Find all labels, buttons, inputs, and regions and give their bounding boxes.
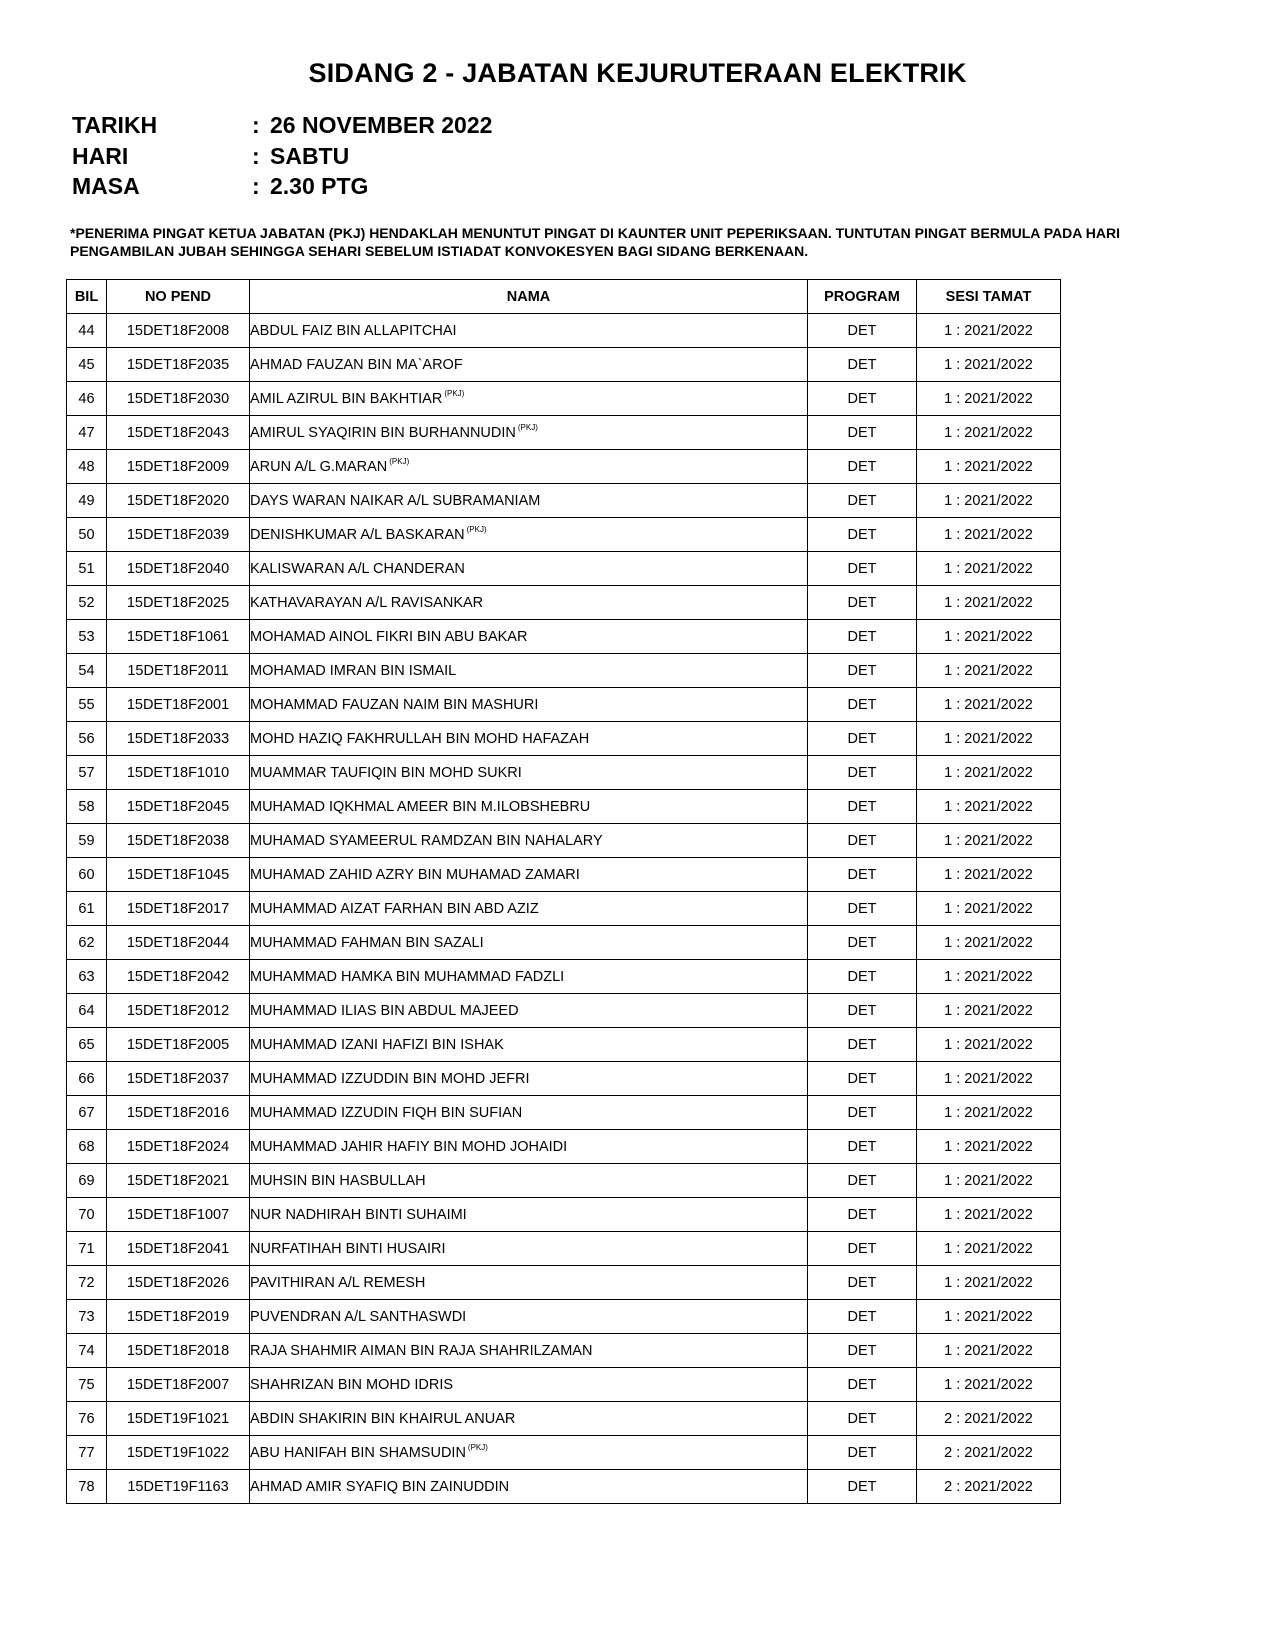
table-row <box>67 1266 1061 1300</box>
page-title: SIDANG 2 - JABATAN KEJURUTERAAN ELEKTRIK <box>308 58 967 88</box>
cell-program: DET <box>808 450 917 484</box>
cell-sesi-tamat: 1 : 2021/2022 <box>917 1028 1061 1062</box>
cell-nama <box>250 450 808 484</box>
cell-program: DET <box>808 994 917 1028</box>
cell-nama <box>250 654 808 688</box>
pkj-notice: *PENERIMA PINGAT KETUA JABATAN (PKJ) HENDAKLAH MENUNTUT PINGAT DI KAUNTER UNIT PEPERIKSAAN. TUNTUTAN PINGAT BERMULA PADA HARI PENGAMBILAN JUBAH SEHINGGA SEHARI SEBELUM ISTIADAT KONVOKESYEN BAGI SIDANG BERKENAAN. <box>70 225 1120 259</box>
cell-sesi-tamat: 1 : 2021/2022 <box>917 552 1061 586</box>
cell-bil: 65 <box>67 1028 107 1062</box>
cell-program: DET <box>808 518 917 552</box>
pkj-marker: (PKJ) <box>444 388 465 398</box>
cell-program: DET <box>808 552 917 586</box>
cell-sesi-tamat: 1 : 2021/2022 <box>917 824 1061 858</box>
student-name: MUAMMAR TAUFIQIN BIN MOHD SUKRI <box>250 764 522 781</box>
cell-program: DET <box>808 348 917 382</box>
cell-bil: 60 <box>67 858 107 892</box>
cell-nama <box>250 1436 808 1470</box>
cell-no-pend: 15DET18F2039 <box>107 518 250 552</box>
cell-bil: 76 <box>67 1402 107 1436</box>
cell-nama <box>250 1096 808 1130</box>
cell-no-pend: 15DET18F2001 <box>107 688 250 722</box>
cell-no-pend: 15DET18F2042 <box>107 960 250 994</box>
cell-nama <box>250 1402 808 1436</box>
cell-bil: 68 <box>67 1130 107 1164</box>
cell-bil: 50 <box>67 518 107 552</box>
cell-program: DET <box>808 1028 917 1062</box>
cell-program: DET <box>808 314 917 348</box>
cell-no-pend: 15DET19F1163 <box>107 1470 250 1504</box>
cell-nama <box>250 620 808 654</box>
student-name: MUHAMMAD HAMKA BIN MUHAMMAD FADZLI <box>250 968 565 985</box>
table-row <box>67 790 1061 824</box>
cell-bil: 78 <box>67 1470 107 1504</box>
cell-sesi-tamat: 1 : 2021/2022 <box>917 416 1061 450</box>
table-header-row <box>67 280 1061 314</box>
cell-bil: 54 <box>67 654 107 688</box>
cell-bil: 63 <box>67 960 107 994</box>
cell-program: DET <box>808 926 917 960</box>
cell-program: DET <box>808 960 917 994</box>
cell-sesi-tamat: 1 : 2021/2022 <box>917 484 1061 518</box>
cell-bil: 71 <box>67 1232 107 1266</box>
cell-sesi-tamat: 1 : 2021/2022 <box>917 314 1061 348</box>
table-row <box>67 654 1061 688</box>
cell-no-pend: 15DET18F2016 <box>107 1096 250 1130</box>
cell-sesi-tamat: 1 : 2021/2022 <box>917 1300 1061 1334</box>
cell-bil: 77 <box>67 1436 107 1470</box>
cell-bil: 44 <box>67 314 107 348</box>
day-row <box>72 141 492 172</box>
table-row <box>67 1096 1061 1130</box>
cell-no-pend: 15DET18F2043 <box>107 416 250 450</box>
cell-program: DET <box>808 620 917 654</box>
cell-sesi-tamat: 1 : 2021/2022 <box>917 1266 1061 1300</box>
pkj-marker: (PKJ) <box>517 422 538 432</box>
cell-no-pend: 15DET18F2018 <box>107 1334 250 1368</box>
cell-no-pend: 15DET18F2045 <box>107 790 250 824</box>
cell-program: DET <box>808 824 917 858</box>
student-name: MOHAMAD IMRAN BIN ISMAIL <box>250 662 457 679</box>
cell-sesi-tamat: 2 : 2021/2022 <box>917 1470 1061 1504</box>
cell-bil: 55 <box>67 688 107 722</box>
student-name: MOHAMMAD FAUZAN NAIM BIN MASHURI <box>250 696 539 713</box>
cell-no-pend: 15DET18F1007 <box>107 1198 250 1232</box>
cell-no-pend: 15DET18F2044 <box>107 926 250 960</box>
table-row <box>67 416 1061 450</box>
cell-sesi-tamat: 1 : 2021/2022 <box>917 1130 1061 1164</box>
cell-nama <box>250 1368 808 1402</box>
cell-program: DET <box>808 892 917 926</box>
cell-program: DET <box>808 858 917 892</box>
cell-nama <box>250 1130 808 1164</box>
student-name: KALISWARAN A/L CHANDERAN <box>250 560 465 577</box>
cell-program: DET <box>808 1402 917 1436</box>
table-row <box>67 1334 1061 1368</box>
cell-nama <box>250 552 808 586</box>
table-row <box>67 926 1061 960</box>
cell-bil: 61 <box>67 892 107 926</box>
cell-no-pend: 15DET18F2033 <box>107 722 250 756</box>
cell-no-pend: 15DET18F2024 <box>107 1130 250 1164</box>
cell-nama <box>250 926 808 960</box>
cell-program: DET <box>808 1266 917 1300</box>
student-name: NUR NADHIRAH BINTI SUHAIMI <box>250 1206 467 1223</box>
cell-nama <box>250 348 808 382</box>
cell-program: DET <box>808 688 917 722</box>
cell-sesi-tamat: 1 : 2021/2022 <box>917 858 1061 892</box>
cell-program: DET <box>808 1232 917 1266</box>
cell-nama <box>250 688 808 722</box>
cell-no-pend: 15DET18F2040 <box>107 552 250 586</box>
student-name: ABU HANIFAH BIN SHAMSUDIN <box>250 1444 466 1461</box>
student-name: MUHAMMAD JAHIR HAFIY BIN MOHD JOHAIDI <box>250 1138 568 1155</box>
cell-sesi-tamat: 1 : 2021/2022 <box>917 688 1061 722</box>
table-row <box>67 518 1061 552</box>
graduates-table <box>66 279 1061 1504</box>
cell-no-pend: 15DET18F2007 <box>107 1368 250 1402</box>
student-name: MUHAMAD IQKHMAL AMEER BIN M.ILOBSHEBRU <box>250 798 591 815</box>
student-name: ABDIN SHAKIRIN BIN KHAIRUL ANUAR <box>250 1410 516 1427</box>
cell-no-pend: 15DET18F2038 <box>107 824 250 858</box>
cell-nama <box>250 1198 808 1232</box>
cell-sesi-tamat: 1 : 2021/2022 <box>917 960 1061 994</box>
cell-no-pend: 15DET18F2037 <box>107 1062 250 1096</box>
date-colon: : <box>252 112 260 138</box>
cell-sesi-tamat: 2 : 2021/2022 <box>917 1402 1061 1436</box>
cell-no-pend: 15DET18F2011 <box>107 654 250 688</box>
table-row <box>67 722 1061 756</box>
student-name: MUHAMMAD IZANI HAFIZI BIN ISHAK <box>250 1036 504 1053</box>
cell-nama <box>250 994 808 1028</box>
cell-sesi-tamat: 1 : 2021/2022 <box>917 1096 1061 1130</box>
student-name: MUHAMMAD AIZAT FARHAN BIN ABD AZIZ <box>250 900 539 917</box>
cell-program: DET <box>808 1164 917 1198</box>
cell-no-pend: 15DET18F2019 <box>107 1300 250 1334</box>
cell-bil: 47 <box>67 416 107 450</box>
table-row <box>67 1130 1061 1164</box>
cell-nama <box>250 586 808 620</box>
cell-program: DET <box>808 1436 917 1470</box>
cell-program: DET <box>808 756 917 790</box>
cell-sesi-tamat: 1 : 2021/2022 <box>917 654 1061 688</box>
cell-no-pend: 15DET18F2041 <box>107 1232 250 1266</box>
cell-nama <box>250 960 808 994</box>
cell-sesi-tamat: 1 : 2021/2022 <box>917 620 1061 654</box>
cell-program: DET <box>808 484 917 518</box>
student-name: RAJA SHAHMIR AIMAN BIN RAJA SHAHRILZAMAN <box>250 1342 593 1359</box>
student-name: DAYS WARAN NAIKAR A/L SUBRAMANIAM <box>250 492 541 509</box>
cell-sesi-tamat: 1 : 2021/2022 <box>917 382 1061 416</box>
cell-program: DET <box>808 416 917 450</box>
cell-nama <box>250 1334 808 1368</box>
table-row <box>67 1062 1061 1096</box>
cell-program: DET <box>808 382 917 416</box>
cell-sesi-tamat: 1 : 2021/2022 <box>917 926 1061 960</box>
cell-nama <box>250 892 808 926</box>
cell-no-pend: 15DET19F1022 <box>107 1436 250 1470</box>
cell-program: DET <box>808 1300 917 1334</box>
cell-nama <box>250 416 808 450</box>
cell-no-pend: 15DET18F2021 <box>107 1164 250 1198</box>
table-row <box>67 348 1061 382</box>
cell-sesi-tamat: 1 : 2021/2022 <box>917 1198 1061 1232</box>
student-name: MUHAMMAD ILIAS BIN ABDUL MAJEED <box>250 1002 519 1019</box>
cell-no-pend: 15DET18F2030 <box>107 382 250 416</box>
cell-program: DET <box>808 1368 917 1402</box>
table-row <box>67 688 1061 722</box>
student-name: MUHAMMAD FAHMAN BIN SAZALI <box>250 934 484 951</box>
cell-sesi-tamat: 1 : 2021/2022 <box>917 756 1061 790</box>
cell-bil: 75 <box>67 1368 107 1402</box>
student-name: AMIL AZIRUL BIN BAKHTIAR <box>250 390 443 407</box>
cell-bil: 53 <box>67 620 107 654</box>
student-name: MUHAMMAD IZZUDIN FIQH BIN SUFIAN <box>250 1104 523 1121</box>
day-value: SABTU <box>270 142 350 169</box>
cell-bil: 66 <box>67 1062 107 1096</box>
table-row <box>67 586 1061 620</box>
student-name: SHAHRIZAN BIN MOHD IDRIS <box>250 1376 454 1393</box>
time-value: 2.30 PTG <box>270 173 369 199</box>
cell-nama <box>250 1266 808 1300</box>
cell-sesi-tamat: 1 : 2021/2022 <box>917 1368 1061 1402</box>
table-row <box>67 1470 1061 1504</box>
column-header-nama: NAMA <box>250 280 808 314</box>
cell-sesi-tamat: 1 : 2021/2022 <box>917 450 1061 484</box>
cell-bil: 46 <box>67 382 107 416</box>
cell-sesi-tamat: 1 : 2021/2022 <box>917 790 1061 824</box>
cell-bil: 59 <box>67 824 107 858</box>
student-name: MUHAMMAD IZZUDDIN BIN MOHD JEFRI <box>250 1070 530 1087</box>
cell-program: DET <box>808 654 917 688</box>
cell-nama <box>250 1470 808 1504</box>
cell-program: DET <box>808 1062 917 1096</box>
cell-bil: 49 <box>67 484 107 518</box>
cell-no-pend: 15DET18F2026 <box>107 1266 250 1300</box>
student-name: AHMAD AMIR SYAFIQ BIN ZAINUDDIN <box>250 1478 510 1495</box>
student-name: AMIRUL SYAQIRIN BIN BURHANNUDIN <box>250 424 516 441</box>
student-name: PAVITHIRAN A/L REMESH <box>250 1274 426 1291</box>
cell-nama <box>250 314 808 348</box>
cell-sesi-tamat: 1 : 2021/2022 <box>917 1164 1061 1198</box>
cell-program: DET <box>808 1198 917 1232</box>
table-body <box>67 314 1061 1504</box>
table-row <box>67 892 1061 926</box>
cell-nama <box>250 518 808 552</box>
cell-no-pend: 15DET19F1021 <box>107 1402 250 1436</box>
cell-program: DET <box>808 1096 917 1130</box>
cell-bil: 56 <box>67 722 107 756</box>
table-row <box>67 960 1061 994</box>
table-row <box>67 1198 1061 1232</box>
cell-nama <box>250 1300 808 1334</box>
cell-bil: 45 <box>67 348 107 382</box>
date-value: 26 NOVEMBER 2022 <box>270 112 493 138</box>
student-name: MUHSIN BIN HASBULLAH <box>250 1172 426 1189</box>
table-row <box>67 484 1061 518</box>
cell-nama <box>250 484 808 518</box>
table-row <box>67 620 1061 654</box>
cell-bil: 48 <box>67 450 107 484</box>
student-name: MOHD HAZIQ FAKHRULLAH BIN MOHD HAFAZAH <box>250 730 590 747</box>
cell-program: DET <box>808 1334 917 1368</box>
cell-bil: 51 <box>67 552 107 586</box>
student-name: DENISHKUMAR A/L BASKARAN <box>250 526 465 543</box>
cell-no-pend: 15DET18F2017 <box>107 892 250 926</box>
time-colon: : <box>252 173 260 199</box>
table-row <box>67 1300 1061 1334</box>
cell-program: DET <box>808 586 917 620</box>
cell-bil: 52 <box>67 586 107 620</box>
pkj-marker: (PKJ) <box>466 524 487 534</box>
cell-bil: 64 <box>67 994 107 1028</box>
cell-no-pend: 15DET18F2020 <box>107 484 250 518</box>
cell-sesi-tamat: 1 : 2021/2022 <box>917 994 1061 1028</box>
student-name: ARUN A/L G.MARAN <box>250 458 388 475</box>
day-colon: : <box>252 142 260 169</box>
cell-program: DET <box>808 722 917 756</box>
cell-nama <box>250 756 808 790</box>
cell-sesi-tamat: 1 : 2021/2022 <box>917 722 1061 756</box>
date-label: TARIKH <box>72 112 158 138</box>
cell-nama <box>250 722 808 756</box>
cell-bil: 67 <box>67 1096 107 1130</box>
student-name: AHMAD FAUZAN BIN MA`AROF <box>250 356 463 373</box>
table-row <box>67 1368 1061 1402</box>
cell-bil: 74 <box>67 1334 107 1368</box>
cell-nama <box>250 1028 808 1062</box>
table-row <box>67 314 1061 348</box>
table-row <box>67 450 1061 484</box>
table-row <box>67 994 1061 1028</box>
cell-bil: 69 <box>67 1164 107 1198</box>
cell-sesi-tamat: 1 : 2021/2022 <box>917 586 1061 620</box>
cell-sesi-tamat: 2 : 2021/2022 <box>917 1436 1061 1470</box>
table-row <box>67 382 1061 416</box>
cell-nama <box>250 1232 808 1266</box>
student-name: MUHAMAD SYAMEERUL RAMDZAN BIN NAHALARY <box>250 832 603 849</box>
cell-nama <box>250 1062 808 1096</box>
cell-nama <box>250 824 808 858</box>
table-row <box>67 1436 1061 1470</box>
time-row <box>72 171 492 202</box>
pkj-marker: (PKJ) <box>467 1442 488 1452</box>
table-row <box>67 1164 1061 1198</box>
cell-sesi-tamat: 1 : 2021/2022 <box>917 892 1061 926</box>
cell-bil: 70 <box>67 1198 107 1232</box>
cell-sesi-tamat: 1 : 2021/2022 <box>917 518 1061 552</box>
table-row <box>67 756 1061 790</box>
cell-no-pend: 15DET18F2012 <box>107 994 250 1028</box>
cell-no-pend: 15DET18F2008 <box>107 314 250 348</box>
cell-bil: 57 <box>67 756 107 790</box>
session-details <box>72 110 492 202</box>
cell-no-pend: 15DET18F1045 <box>107 858 250 892</box>
cell-no-pend: 15DET18F2025 <box>107 586 250 620</box>
student-name: KATHAVARAYAN A/L RAVISANKAR <box>250 594 484 611</box>
cell-nama <box>250 382 808 416</box>
student-name: MOHAMAD AINOL FIKRI BIN ABU BAKAR <box>250 628 528 645</box>
student-name: PUVENDRAN A/L SANTHASWDI <box>250 1308 467 1325</box>
table-row <box>67 1232 1061 1266</box>
cell-bil: 62 <box>67 926 107 960</box>
cell-program: DET <box>808 1130 917 1164</box>
table-row <box>67 552 1061 586</box>
column-header-sesi-tamat: SESI TAMAT <box>917 280 1061 314</box>
cell-bil: 72 <box>67 1266 107 1300</box>
date-row <box>72 110 492 141</box>
table-row <box>67 858 1061 892</box>
student-name: ABDUL FAIZ BIN ALLAPITCHAI <box>250 322 457 339</box>
cell-program: DET <box>808 1470 917 1504</box>
day-label: HARI <box>72 142 129 169</box>
cell-sesi-tamat: 1 : 2021/2022 <box>917 1232 1061 1266</box>
student-name: NURFATIHAH BINTI HUSAIRI <box>250 1240 446 1257</box>
column-header-no-pend: NO PEND <box>107 280 250 314</box>
table-row <box>67 824 1061 858</box>
cell-no-pend: 15DET18F1010 <box>107 756 250 790</box>
cell-program: DET <box>808 790 917 824</box>
cell-sesi-tamat: 1 : 2021/2022 <box>917 348 1061 382</box>
student-name: MUHAMAD ZAHID AZRY BIN MUHAMAD ZAMARI <box>250 866 580 883</box>
cell-nama <box>250 858 808 892</box>
table-row <box>67 1028 1061 1062</box>
cell-nama <box>250 790 808 824</box>
cell-no-pend: 15DET18F2035 <box>107 348 250 382</box>
cell-sesi-tamat: 1 : 2021/2022 <box>917 1334 1061 1368</box>
cell-no-pend: 15DET18F1061 <box>107 620 250 654</box>
cell-nama <box>250 1164 808 1198</box>
cell-no-pend: 15DET18F2005 <box>107 1028 250 1062</box>
cell-bil: 73 <box>67 1300 107 1334</box>
pkj-marker: (PKJ) <box>389 456 410 466</box>
cell-sesi-tamat: 1 : 2021/2022 <box>917 1062 1061 1096</box>
table-row <box>67 1402 1061 1436</box>
column-header-bil: BIL <box>67 280 107 314</box>
time-label: MASA <box>72 173 140 199</box>
column-header-program: PROGRAM <box>808 280 917 314</box>
cell-no-pend: 15DET18F2009 <box>107 450 250 484</box>
cell-bil: 58 <box>67 790 107 824</box>
